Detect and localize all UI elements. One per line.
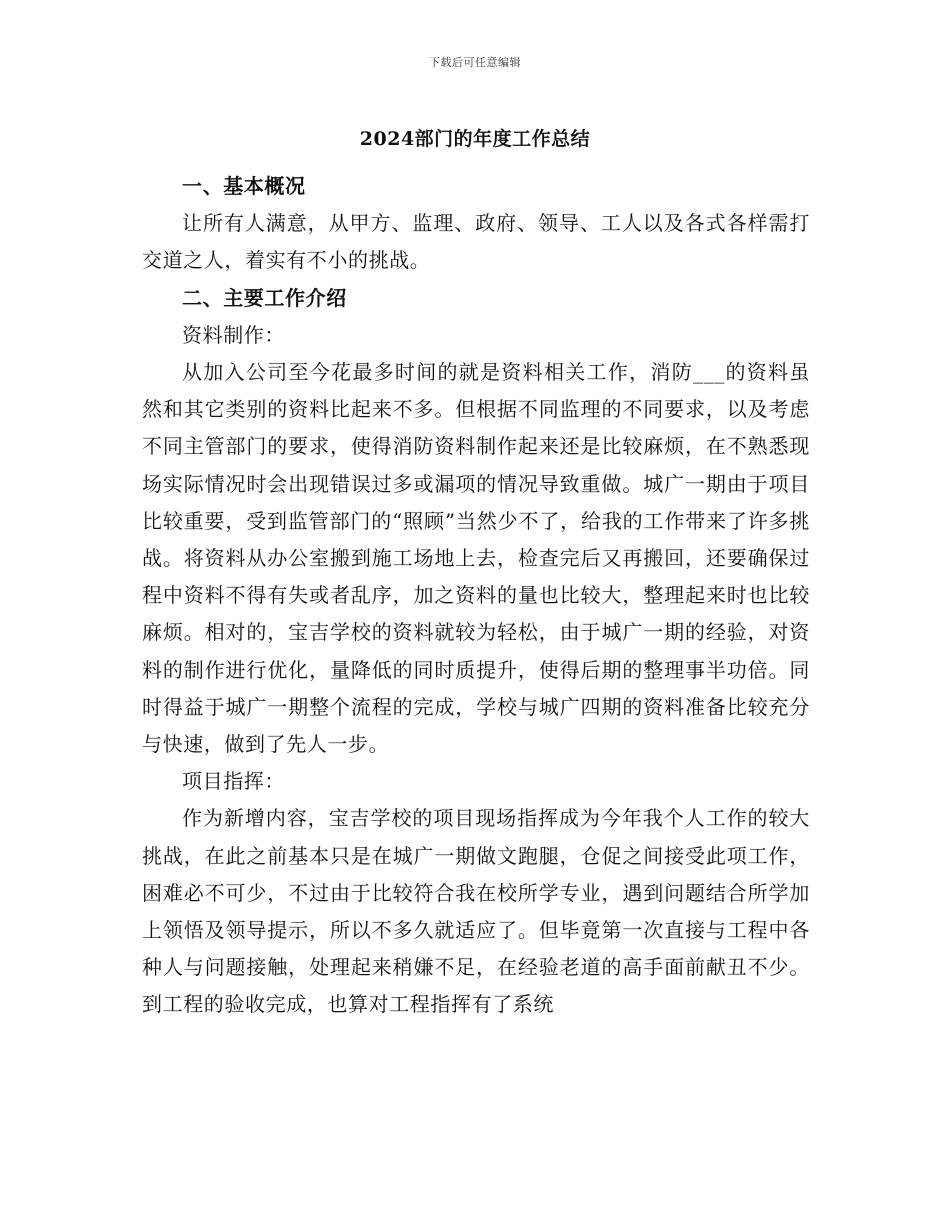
paragraph-overview: 让所有人满意，从甲方、监理、政府、领导、工人以及各式各样需打交道之人，着实有不小的挑战。 [142,211,810,273]
document-body [142,168,810,1024]
header-note: 下载后可任意编辑 [429,56,521,69]
paragraph-project: 作为新增内容，宝吉学校的项目现场指挥成为今年我个人工作的较大挑战，在此之前基本只是在城广一期做文跑腿，仓促之间接受此项工作，困难必不可少，不过由于比较符合我在校所学专业，遇到问题结合所学加上领悟及领导提示，所以不多久就适应了。但毕竟第一次直接与工程中各种人与问题接触，处理起来稍嫌不足，在经验老道的高手面前献丑不少。到工程的验收完成，也算对工程指挥有了系统 [142,806,810,1017]
paragraph-materials: 从加入公司至今花最多时间的就是资料相关工作，消防___的资料虽然和其它类别的资料比起来不多。但根据不同监理的不同要求，以及考虑不同主管部门的要求，使得消防资料制作起来还是比较麻烦，在不熟悉现场实际情况时会出现错误过多或漏项的情况导致重做。城广一期由于项目比较重要，受到监管部门的“照顾”当然少不了，给我的工作带来了许多挑战。将资料从办公室搬到施工场地上去，检查完后又再搬回，还要确保过程中资料不得有失或者乱序，加之资料的量也比较大，整理起来时也比较麻烦。相对的，宝吉学校的资料就较为轻松，由于城广一期的经验，对资料的制作进行优化，量降低的同时质提升，使得后期的整理事半功倍。同时得益于城广一期整个流程的完成，学校与城广四期的资料准备比较充分与快速，做到了先人一步。 [142,360,810,757]
subheading-materials: 资料制作： [182,322,285,347]
section-heading-overview: 一、基本概况 [182,174,306,198]
document-title: 2024部门的年度工作总结 [359,128,591,150]
section-heading-main-work: 二、主要工作介绍 [182,285,347,310]
subheading-project: 项目指挥： [182,769,285,794]
